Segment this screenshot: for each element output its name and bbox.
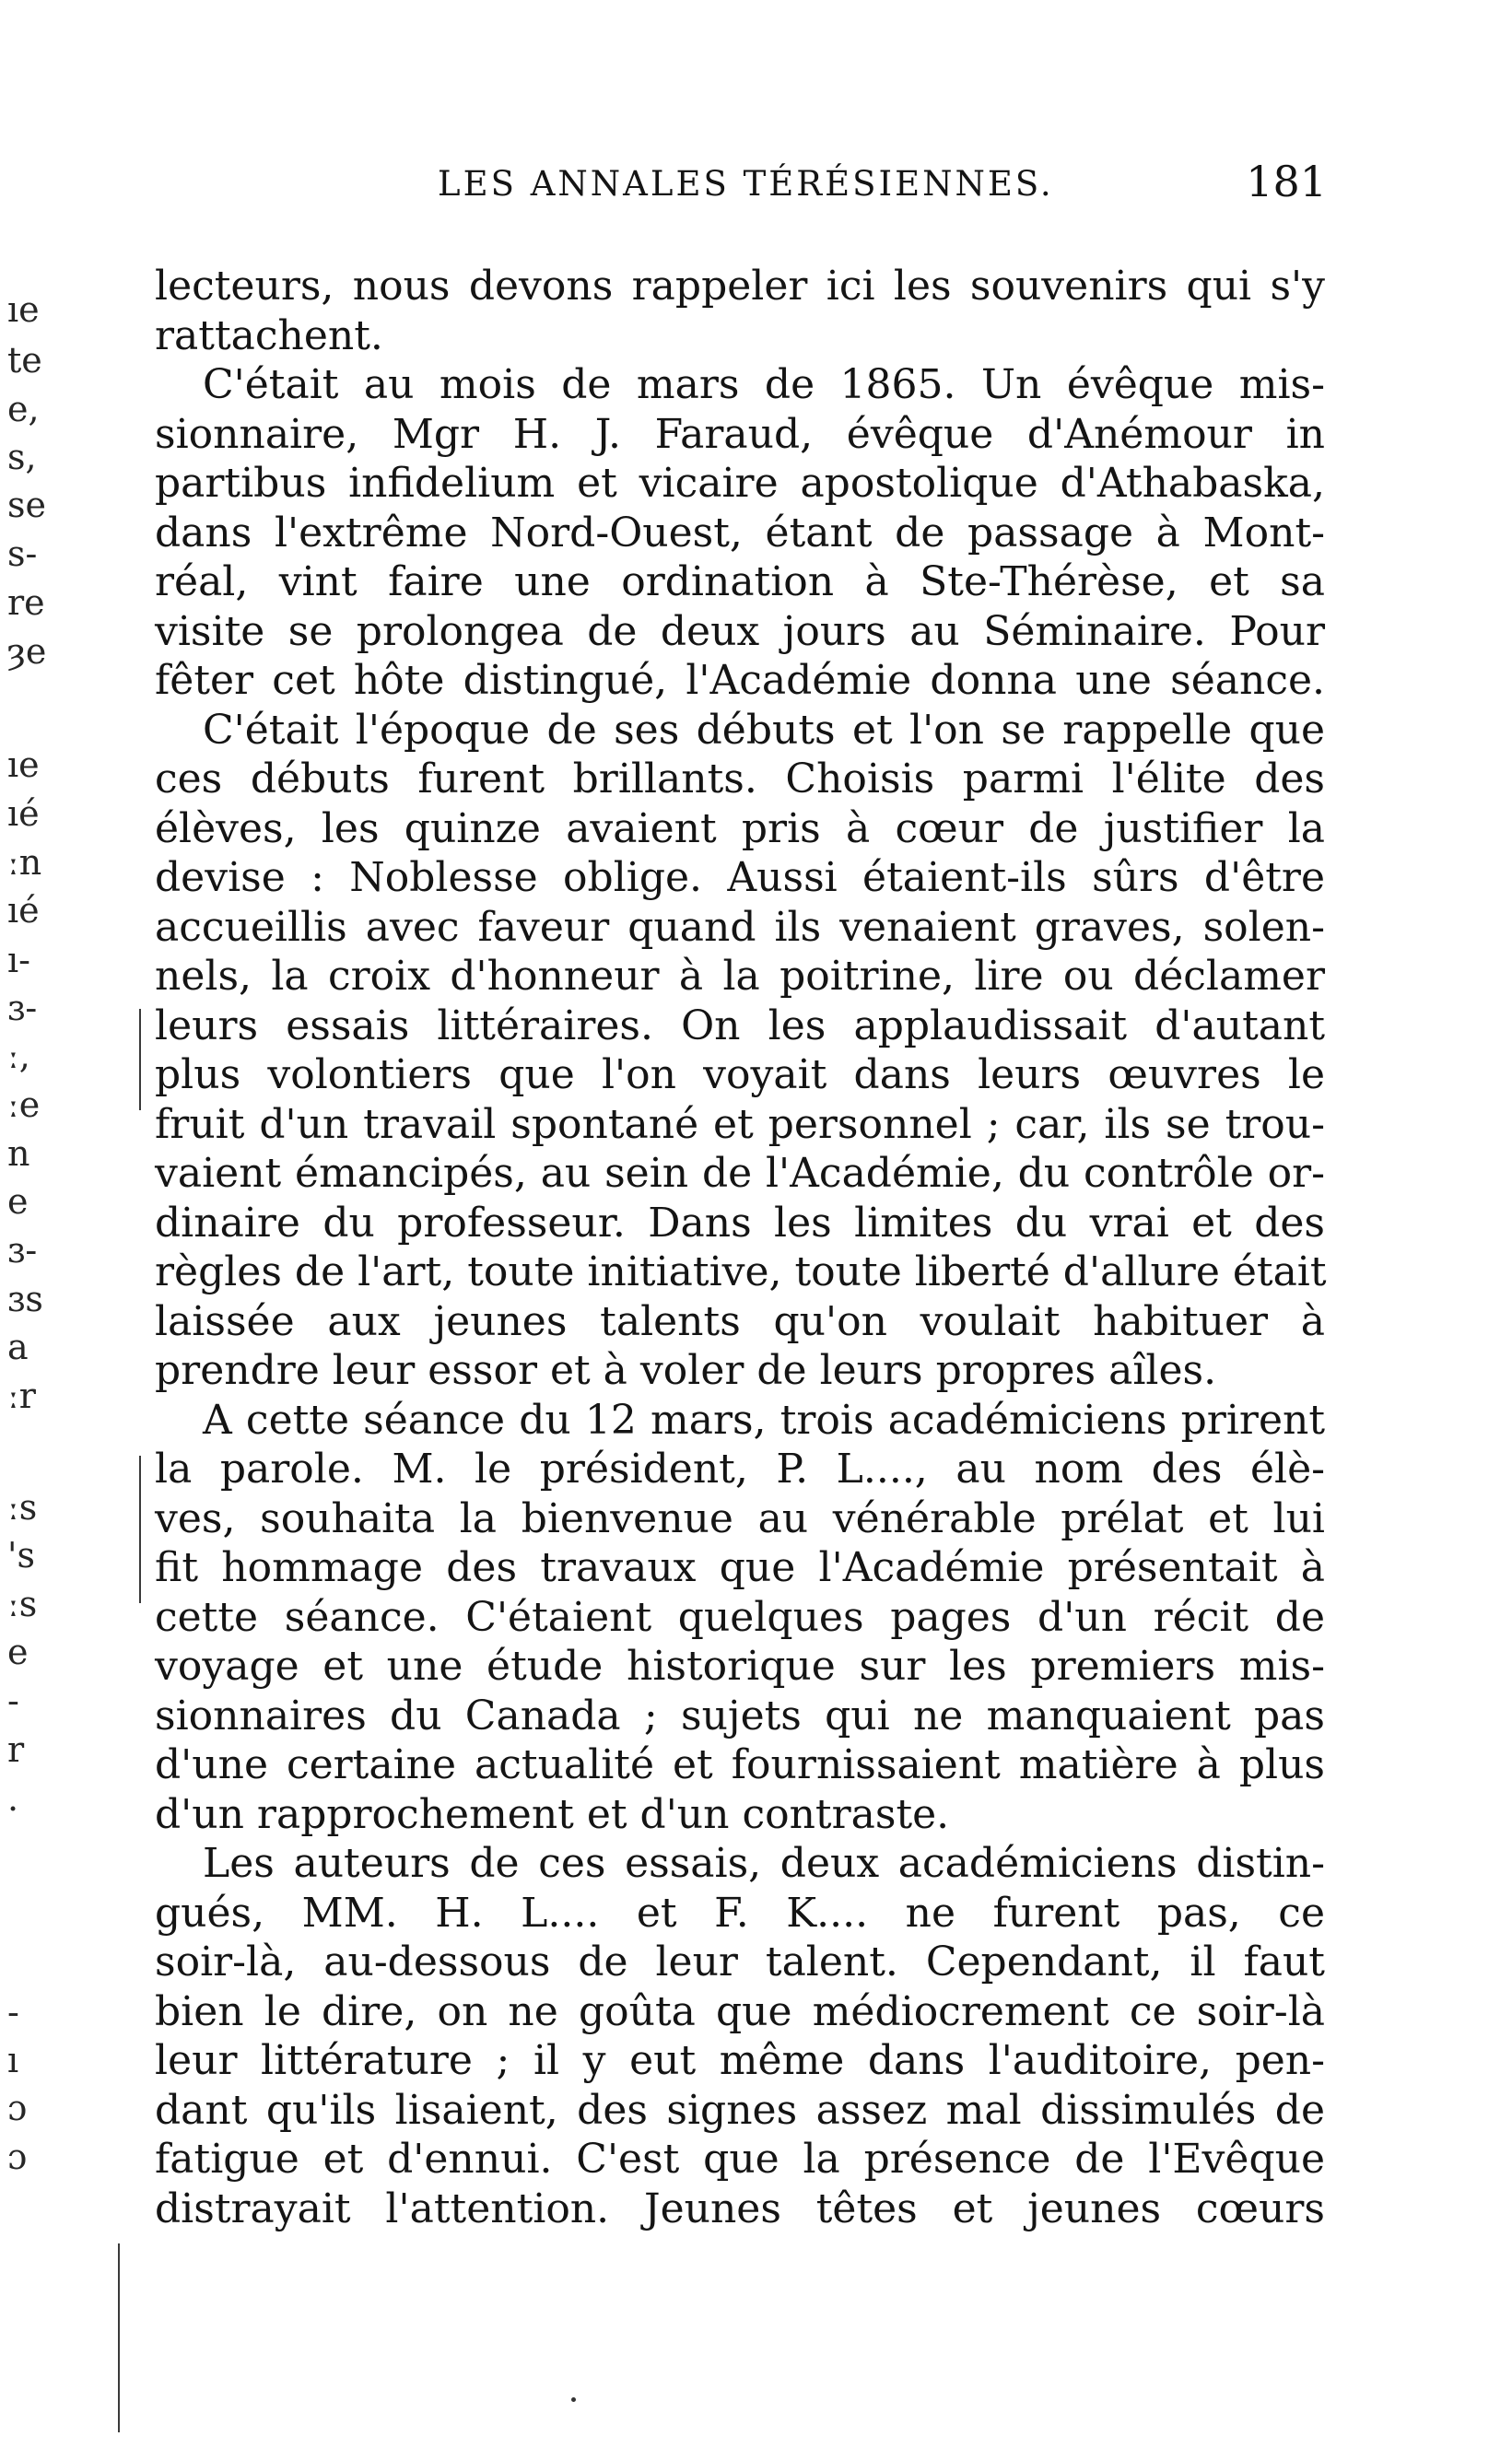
margin-fragment: re bbox=[7, 582, 45, 623]
margin-fragment: ıe bbox=[7, 744, 40, 785]
margin-fragment: ıe bbox=[7, 289, 40, 330]
margin-rule bbox=[139, 1456, 141, 1603]
text-line: laissée aux jeunes talents qu'on voulait habituer à bbox=[155, 1297, 1325, 1345]
margin-fragment: ı bbox=[7, 2040, 19, 2080]
text-line: fêter cet hôte distingué, l'Académie donna une séance. bbox=[155, 657, 1325, 704]
margin-fragment: ː, bbox=[7, 1036, 30, 1076]
text-line: gués, MM. H. L.... et F. K.... ne furent pas, ce bbox=[155, 1889, 1325, 1937]
margin-fragment: a bbox=[7, 1327, 29, 1367]
text-line: prendre leur essor et à voler de leurs propres aîles. bbox=[155, 1347, 1217, 1394]
text-line: lecteurs, nous devons rappeler ici les souvenirs qui s'y bbox=[155, 263, 1325, 310]
stray-dot bbox=[571, 2397, 576, 2402]
margin-fragment: e, bbox=[7, 389, 40, 429]
margin-fragment: n bbox=[7, 1133, 30, 1174]
margin-fragment: - bbox=[7, 1681, 19, 1721]
text-line: fruit d'un travail spontané et personnel ; car, ils se trou- bbox=[155, 1100, 1325, 1148]
margin-fragment: ːe bbox=[7, 1084, 41, 1125]
margin-rule bbox=[118, 2243, 120, 2432]
margin-fragment: ːr bbox=[7, 1376, 36, 1416]
text-line: A cette séance du 12 mars, trois académiciens prirent bbox=[203, 1396, 1325, 1444]
page-number: 181 bbox=[1246, 157, 1327, 206]
text-line: dant qu'ils lisaient, des signes assez mal dissimulés de bbox=[155, 2086, 1325, 2134]
text-line: distrayait l'attention. Jeunes têtes et jeunes cœurs bbox=[155, 2184, 1325, 2232]
text-line: d'un rapprochement et d'un contraste. bbox=[155, 1790, 950, 1838]
margin-fragment: r bbox=[7, 1729, 25, 1770]
text-line: réal, vint faire une ordination à Ste-Thérèse, et sa bbox=[155, 558, 1325, 605]
margin-fragment: 's bbox=[7, 1535, 35, 1575]
margin-fragment: ɜ- bbox=[7, 988, 38, 1028]
margin-fragment: s, bbox=[7, 437, 37, 477]
margin-fragment: ɜs bbox=[7, 1279, 43, 1319]
margin-fragment: ı- bbox=[7, 940, 30, 980]
margin-fragment: e bbox=[7, 1181, 29, 1222]
text-line: accueillis avec faveur quand ils venaient graves, solen- bbox=[155, 903, 1325, 951]
text-line: règles de l'art, toute initiative, toute liberté d'allure était bbox=[155, 1248, 1327, 1295]
margin-fragment: se bbox=[7, 485, 46, 525]
text-line: vaient émancipés, au sein de l'Académie, du contrôle or- bbox=[155, 1150, 1325, 1197]
running-title: LES ANNALES TÉRÉSIENNES. bbox=[438, 164, 1054, 204]
margin-fragment: ȝe bbox=[7, 631, 47, 672]
text-line: leurs essais littéraires. On les applaudissait d'autant bbox=[155, 1001, 1325, 1049]
text-line: leur littérature ; il y eut même dans l'auditoire, pen- bbox=[155, 2037, 1325, 2084]
text-line: devise : Noblesse oblige. Aussi étaient-ils sûrs d'être bbox=[155, 854, 1325, 901]
text-line: fatigue et d'ennui. C'est que la présence de l'Evêque bbox=[155, 2136, 1325, 2183]
text-line: C'était l'époque de ses débuts et l'on se rappelle que bbox=[203, 706, 1325, 754]
text-line: plus volontiers que l'on voyait dans leurs œuvres le bbox=[155, 1051, 1325, 1098]
page-header bbox=[157, 157, 1327, 219]
text-line: soir-là, au-dessous de leur talent. Cependant, il faut bbox=[155, 1938, 1325, 1985]
text-line: voyage et une étude historique sur les premiers mis- bbox=[155, 1643, 1325, 1690]
margin-fragment: e bbox=[7, 1632, 29, 1672]
text-line: ces débuts furent brillants. Choisis parmi l'élite des bbox=[155, 755, 1325, 802]
margin-fragment: te bbox=[7, 340, 42, 381]
margin-fragment: ːs bbox=[7, 1487, 38, 1528]
text-line: bien le dire, on ne goûta que médiocrement ce soir-là bbox=[155, 1987, 1325, 2035]
text-line: nels, la croix d'honneur à la poitrine, lire ou déclamer bbox=[155, 953, 1325, 1000]
body-text bbox=[155, 262, 1325, 2233]
text-line: sionnaires du Canada ; sujets qui ne manquaient pas bbox=[155, 1692, 1325, 1739]
text-line: dans l'extrême Nord-Ouest, étant de passage à Mont- bbox=[155, 509, 1325, 556]
text-line: dinaire du professeur. Dans les limites du vrai et des bbox=[155, 1199, 1325, 1247]
margin-fragment: ɜ- bbox=[7, 1230, 38, 1271]
text-line: partibus infidelium et vicaire apostolique d'Athabaska, bbox=[155, 460, 1325, 507]
margin-rule bbox=[139, 1009, 141, 1110]
text-line: sionnaire, Mgr H. J. Faraud, évêque d'Anémour in bbox=[155, 410, 1325, 458]
text-line: visite se prolongea de deux jours au Séminaire. Pour bbox=[155, 607, 1325, 655]
text-line: cette séance. C'étaient quelques pages d'un récit de bbox=[155, 1593, 1325, 1641]
margin-fragment: s- bbox=[7, 533, 38, 574]
text-line: Les auteurs de ces essais, deux académiciens distin- bbox=[203, 1840, 1325, 1887]
margin-fragment: . bbox=[7, 1778, 19, 1819]
text-line: fit hommage des travaux que l'Académie présentait à bbox=[155, 1544, 1325, 1591]
text-line: rattachent. bbox=[155, 311, 383, 359]
margin-fragment: - bbox=[7, 1992, 19, 2032]
margin-fragment: ıé bbox=[7, 793, 40, 834]
text-line: élèves, les quinze avaient pris à cœur de justifier la bbox=[155, 804, 1325, 852]
text-line: d'une certaine actualité et fournissaient matière à plus bbox=[155, 1741, 1325, 1788]
text-line: ves, souhaita la bienvenue au vénérable prélat et lui bbox=[155, 1494, 1325, 1542]
margin-fragment: ːs bbox=[7, 1584, 38, 1624]
text-line: la parole. M. le président, P. L...., au nom des élè- bbox=[155, 1446, 1325, 1493]
margin-fragment: ɔ bbox=[7, 2088, 28, 2128]
margin-fragment: ːn bbox=[7, 842, 42, 883]
text-line: C'était au mois de mars de 1865. Un évêque mis- bbox=[203, 361, 1325, 408]
margin-fragment: ɔ bbox=[7, 2137, 28, 2177]
margin-fragment: ıé bbox=[7, 890, 40, 931]
